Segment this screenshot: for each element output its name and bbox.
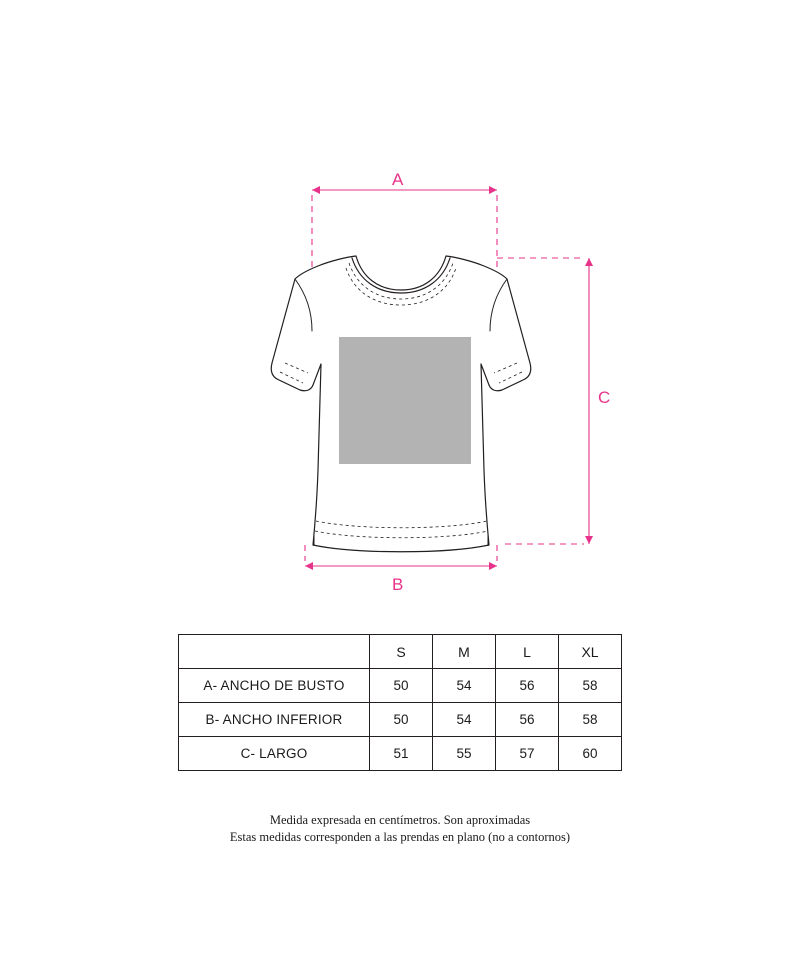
table-corner-cell [179, 635, 370, 669]
dimension-b-arrow-left [305, 562, 313, 570]
dimension-a-arrow-right [489, 186, 497, 194]
cell-bust-m: 54 [433, 669, 496, 703]
dimension-c-arrow-top [585, 258, 593, 266]
cell-bust-s: 50 [370, 669, 433, 703]
dimension-c-arrow-bottom [585, 536, 593, 544]
cell-length-l: 57 [496, 737, 559, 771]
dimension-label-c: C [598, 388, 611, 407]
cell-lower-l: 56 [496, 703, 559, 737]
table-header-row [179, 635, 622, 669]
dimension-label-a: A [392, 170, 404, 189]
column-header-s: S [370, 635, 433, 669]
table-row [179, 669, 622, 703]
print-placeholder [339, 337, 471, 464]
dimension-b-arrow-right [489, 562, 497, 570]
note-line-2: Estas medidas corresponden a las prendas en plano (no a contornos) [229, 830, 571, 844]
table-row [179, 703, 622, 737]
measurement-notes [0, 812, 800, 846]
column-header-xl: XL [559, 635, 622, 669]
dimension-label-b: B [392, 575, 404, 594]
cell-bust-xl: 58 [559, 669, 622, 703]
table-row [179, 737, 622, 771]
cell-length-m: 55 [433, 737, 496, 771]
cell-length-xl: 60 [559, 737, 622, 771]
column-header-l: L [496, 635, 559, 669]
column-header-m: M [433, 635, 496, 669]
cell-length-s: 51 [370, 737, 433, 771]
note-line-1: Medida expresada en centímetros. Son aproximadas [269, 813, 531, 827]
dimension-a-arrow-left [312, 186, 320, 194]
row-label-lower-width: B- ANCHO INFERIOR [179, 703, 370, 737]
row-label-length: C- LARGO [179, 737, 370, 771]
cell-lower-m: 54 [433, 703, 496, 737]
size-table-wrapper [178, 634, 622, 771]
row-label-bust: A- ANCHO DE BUSTO [179, 669, 370, 703]
cell-lower-xl: 58 [559, 703, 622, 737]
cell-bust-l: 56 [496, 669, 559, 703]
size-table [178, 634, 622, 771]
cell-lower-s: 50 [370, 703, 433, 737]
